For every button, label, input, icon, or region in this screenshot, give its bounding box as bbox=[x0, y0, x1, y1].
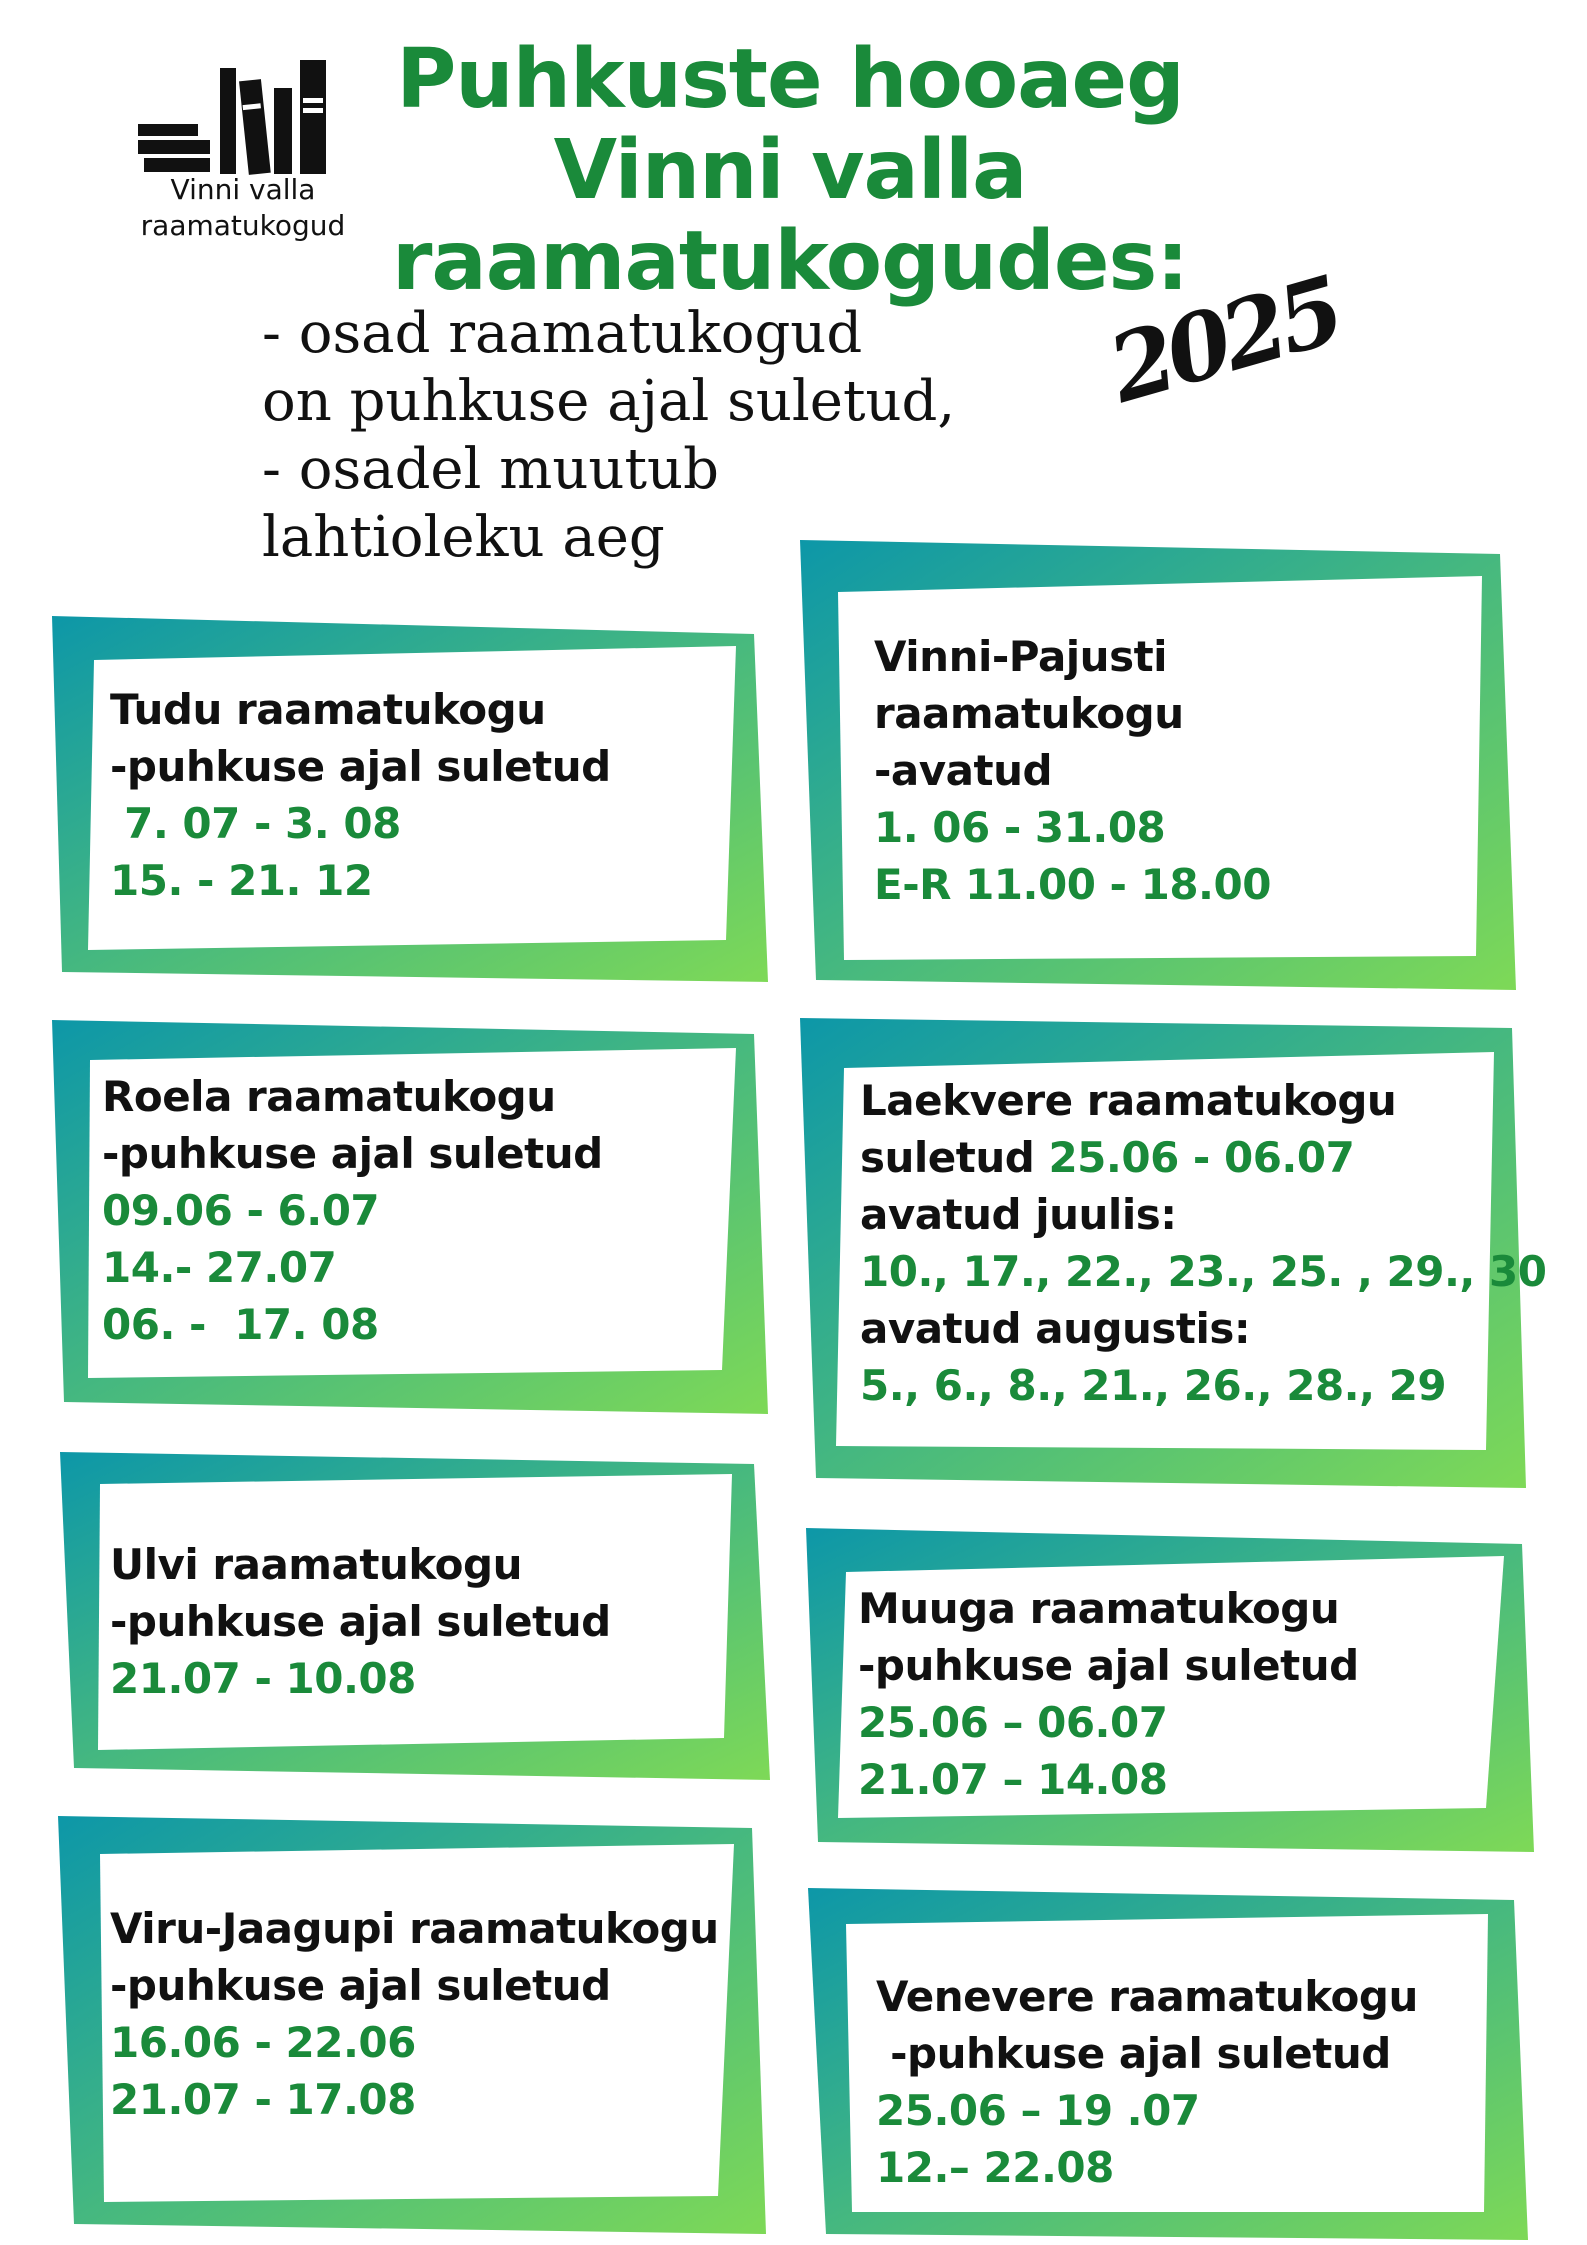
open-days-label: avatud augustis: bbox=[860, 1304, 1251, 1353]
date-range: 7. 07 - 3. 08 bbox=[110, 799, 401, 848]
year-text: 2025 bbox=[1097, 256, 1351, 424]
title-line-2: Vinni valla bbox=[553, 123, 1027, 218]
date-range: 1. 06 - 31.08 bbox=[874, 803, 1166, 852]
date-range: 21.07 - 17.08 bbox=[110, 2075, 416, 2124]
library-name: Muuga raamatukogu bbox=[858, 1584, 1340, 1633]
library-status: -puhkuse ajal suletud bbox=[102, 1129, 603, 1178]
status-label: suletud bbox=[860, 1133, 1049, 1182]
library-name: Roela raamatukogu bbox=[102, 1072, 556, 1121]
library-name: Tudu raamatukogu bbox=[110, 685, 546, 734]
card-tudu bbox=[50, 616, 770, 986]
library-name: raamatukogu bbox=[874, 689, 1184, 738]
library-logo bbox=[108, 40, 378, 300]
subtitle-line-3: - osadel muutub bbox=[262, 437, 719, 502]
card-venevere bbox=[808, 1888, 1530, 2242]
card-roela bbox=[52, 1020, 772, 1416]
open-days: 5., 6., 8., 21., 26., 28., 29 bbox=[860, 1361, 1447, 1410]
library-status bbox=[860, 1129, 1546, 1186]
title-line-3: raamatukogudes: bbox=[391, 214, 1189, 309]
logo-line-2: raamatukogud bbox=[140, 209, 346, 242]
library-status: -puhkuse ajal suletud bbox=[110, 1597, 611, 1646]
date-range: 15. - 21. 12 bbox=[110, 856, 373, 905]
library-status: -puhkuse ajal suletud bbox=[110, 1961, 611, 2010]
date-range: 09.06 - 6.07 bbox=[102, 1186, 380, 1235]
card-viru-jaagupi bbox=[58, 1816, 770, 2236]
subtitle-line-1: - osad raamatukogud bbox=[262, 301, 863, 366]
library-status: -puhkuse ajal suletud bbox=[858, 1641, 1359, 1690]
card-muuga bbox=[806, 1528, 1536, 1858]
subtitle-line-4: lahtioleku aeg bbox=[262, 505, 665, 570]
card-laekvere bbox=[800, 1018, 1547, 1492]
subtitle-line-2: on puhkuse ajal suletud, bbox=[262, 369, 956, 434]
date-range: 14.- 27.07 bbox=[102, 1243, 337, 1292]
title-line-1: Puhkuste hooaeg bbox=[396, 32, 1184, 127]
card-vinni-pajusti bbox=[800, 540, 1518, 992]
date-range: 25.06 – 19 .07 bbox=[876, 2086, 1200, 2135]
books-icon bbox=[138, 58, 348, 178]
date-range: 21.07 – 14.08 bbox=[858, 1755, 1168, 1804]
library-name: Laekvere raamatukogu bbox=[860, 1076, 1397, 1125]
open-days: 10., 17., 22., 23., 25. , 29., 30 bbox=[860, 1247, 1547, 1296]
date-range: 12.– 22.08 bbox=[876, 2143, 1114, 2192]
date-range: 25.06 – 06.07 bbox=[858, 1698, 1168, 1747]
library-name: Viru-Jaagupi raamatukogu bbox=[110, 1904, 719, 1953]
date-range: 06. - 17. 08 bbox=[102, 1300, 379, 1349]
library-status: -puhkuse ajal suletud bbox=[876, 2029, 1391, 2078]
date-range: 16.06 - 22.06 bbox=[110, 2018, 416, 2067]
library-status: -avatud bbox=[874, 746, 1053, 795]
page-title bbox=[390, 34, 1190, 307]
year-badge bbox=[1097, 256, 1368, 446]
open-days-label: avatud juulis: bbox=[860, 1190, 1177, 1239]
date-range: 25.06 - 06.07 bbox=[1048, 1133, 1355, 1182]
library-name: Venevere raamatukogu bbox=[876, 1972, 1418, 2021]
card-ulvi bbox=[60, 1452, 770, 1782]
logo-line-1: Vinni valla bbox=[170, 173, 316, 206]
library-name: Ulvi raamatukogu bbox=[110, 1540, 522, 1589]
date-range: 21.07 - 10.08 bbox=[110, 1654, 416, 1703]
subtitle bbox=[262, 300, 1162, 572]
opening-hours: E-R 11.00 - 18.00 bbox=[874, 860, 1271, 909]
library-name: Vinni-Pajusti bbox=[874, 632, 1168, 681]
library-status: -puhkuse ajal suletud bbox=[110, 742, 611, 791]
